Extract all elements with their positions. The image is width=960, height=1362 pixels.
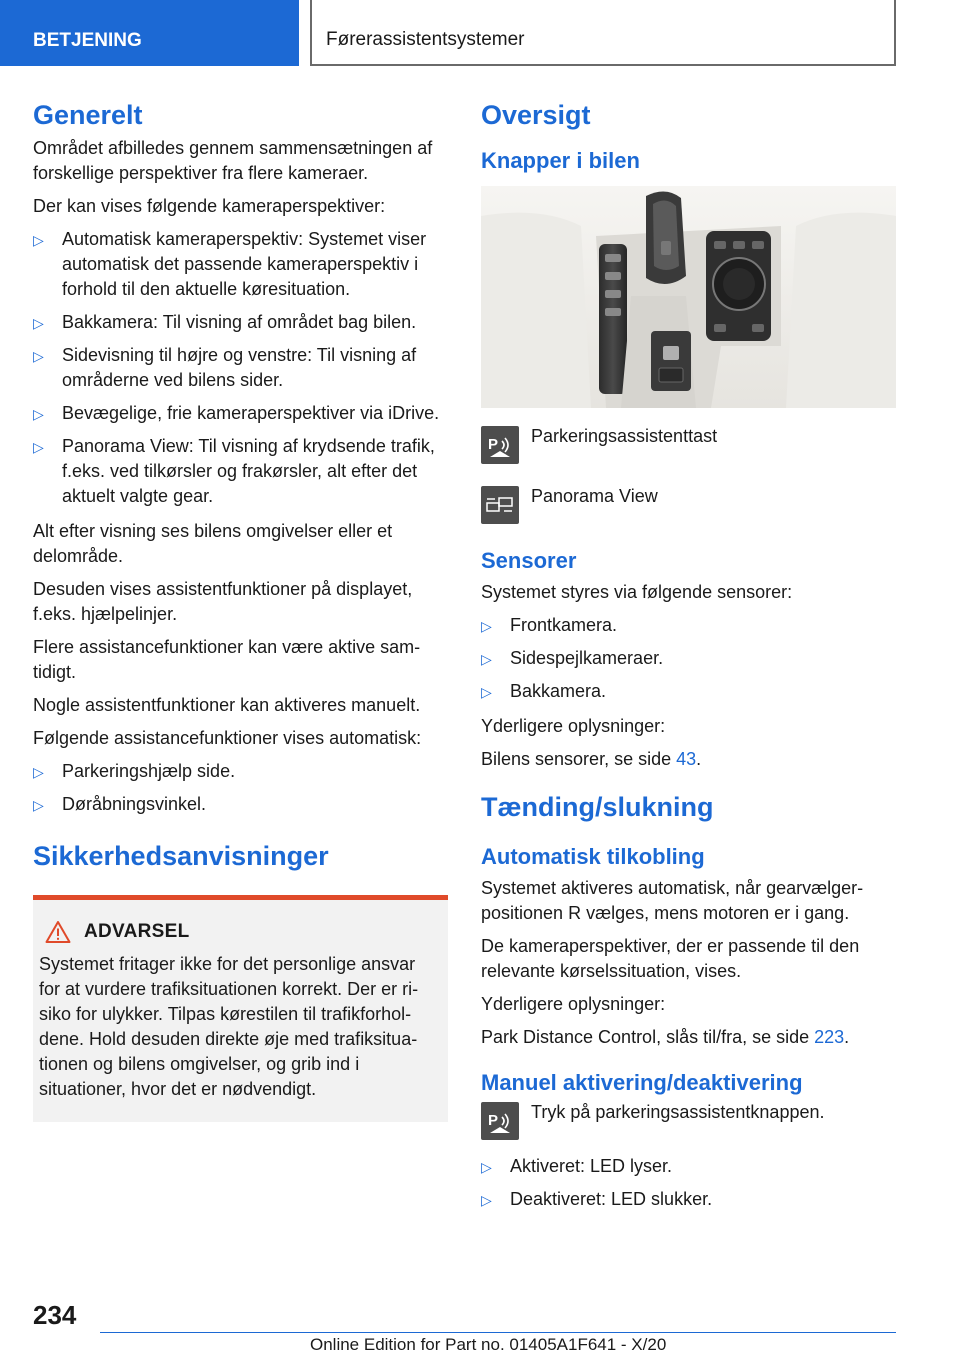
triangle-bullet-icon: ▷ [33,232,44,248]
cross-reference: Bilens sensorer, se side 43. [481,749,702,769]
paragraph: Flere assistancefunktioner kan være aktive samtidigt. [33,637,421,682]
page-link[interactable]: 223 [814,1027,845,1047]
paragraph: Yderligere oplysninger: [481,716,666,736]
page-number: 234 [33,1300,77,1330]
paragraph: Systemet aktiveres automatisk, når gearvælgerpositionen R vælges, mens motoren er i gang. [481,878,864,923]
warning-box [33,895,448,1122]
paragraph: Systemet styres via følgende sensorer: [481,582,793,602]
paragraph: Yderligere oplysninger: [481,994,666,1014]
heading-knapper: Knapper i bilen [481,148,640,173]
button-legend-row [481,486,896,524]
perspective-list [33,227,448,509]
warning-text: Systemet fritager ikke for det personlige ansvar for at vurdere trafiksituationen korrekt. Der er risiko for ulykker. Tilpas kørestilen til trafikforholdene. Hold desuden direkte øje med trafiksituationen og bilens omgivelser, og grib ind i situationer, hvor det er nødvendigt. [39,954,419,1099]
heading-manuel: Manuel aktivering/deaktivering [481,1070,803,1095]
triangle-bullet-icon: ▷ [481,1159,492,1175]
triangle-bullet-icon: ▷ [33,439,44,455]
list-item: ▷ Døråbningsvinkel. [33,792,448,817]
list-item: ▷ Aktiveret: LED lyser. [481,1154,896,1179]
panorama-view-icon [481,486,519,524]
heading-taending: Tænding/slukning [481,792,714,822]
list-item: ▷ Panorama View: Til visning af krydsende trafik, f.eks. ved tilkørsler og frakørsler, alt efter det aktuelt valgte gear. [33,436,435,506]
list-item: ▷ Bakkamera. [481,679,896,704]
parking-assistant-icon [481,1102,519,1140]
page-link[interactable]: 43 [676,749,697,769]
button-label: Panorama View [531,486,658,506]
triangle-bullet-icon: ▷ [481,684,492,700]
state-list [481,1154,896,1212]
list-item: ▷ Automatisk kameraperspektiv: Systemet viser automatisk det passende kameraperspektiv i forhold til den aktuelle køresituation. [33,229,427,299]
heading-automatisk: Automatisk tilkobling [481,844,705,869]
button-legend-row [481,426,896,464]
sensor-list [481,613,896,704]
instruction: Tryk på parkeringsassistentknappen. [531,1102,825,1122]
list-item: ▷ Bakkamera: Til visning af området bag bilen. [33,310,448,335]
heading-sikkerhed: Sikkerhedsanvisninger [33,841,329,871]
center-console-image [481,186,896,408]
button-legend-row [481,1102,896,1140]
triangle-bullet-icon: ▷ [33,406,44,422]
warning-header [45,920,440,944]
paragraph: Alt efter visning ses bilens omgivelser eller et delområde. [33,521,393,566]
triangle-bullet-icon: ▷ [481,618,492,634]
paragraph: Nogle assistentfunktioner kan aktiveres manuelt. [33,695,421,715]
parking-assistant-icon [481,426,519,464]
button-label: Parkeringsassistenttast [531,426,718,446]
triangle-bullet-icon: ▷ [33,764,44,780]
heading-oversigt: Oversigt [481,100,591,130]
left-column [33,98,448,1122]
triangle-bullet-icon: ▷ [33,797,44,813]
triangle-bullet-icon: ▷ [481,651,492,667]
console-photo [481,186,896,408]
cross-reference: Park Distance Control, slås til/fra, se side 223. [481,1027,850,1047]
paragraph: De kameraperspektiver, der er passende til den relevante kørselssituation, vises. [481,936,860,981]
list-item: ▷ Sidevisning til højre og venstre: Til visning af områderne ved bilens sider. [33,345,417,390]
section-label: BETJENING [0,0,299,66]
svg-text:P: P [488,1112,499,1129]
paragraph: Desuden vises assistentfunktioner på displayet, f.eks. hjælpelinjer. [33,579,413,624]
triangle-bullet-icon: ▷ [33,348,44,364]
svg-text:P: P [488,436,499,453]
triangle-bullet-icon: ▷ [33,315,44,331]
footer-divider [100,1332,896,1333]
list-item: ▷ Deaktiveret: LED slukker. [481,1187,896,1212]
heading-generelt: Generelt [33,100,143,130]
list-item: ▷ Frontkamera. [481,613,896,638]
list-item: ▷ Sidespejlkameraer. [481,646,896,671]
paragraph: Der kan vises følgende kameraperspektiver: [33,196,386,216]
warning-title: ADVARSEL [84,921,190,942]
right-column [481,98,896,1222]
auto-function-list [33,759,448,817]
heading-sensorer: Sensorer [481,548,577,573]
chapter-title: Førerassistentsystemer [310,0,896,66]
list-item: ▷ Parkeringshjælp side. [33,759,448,784]
paragraph: Området afbilledes gennem sammensætningen af forskellige perspektiver fra flere kameraer. [33,138,433,183]
list-item: ▷ Bevægelige, frie kameraperspektiver via iDrive. [33,401,448,426]
paragraph: Følgende assistancefunktioner vises automatisk: [33,728,422,748]
page-header [0,0,960,66]
triangle-bullet-icon: ▷ [481,1192,492,1208]
edition-text: Online Edition for Part no. 01405A1F641 - X/20 [310,1335,667,1354]
warning-triangle-icon [45,920,71,944]
